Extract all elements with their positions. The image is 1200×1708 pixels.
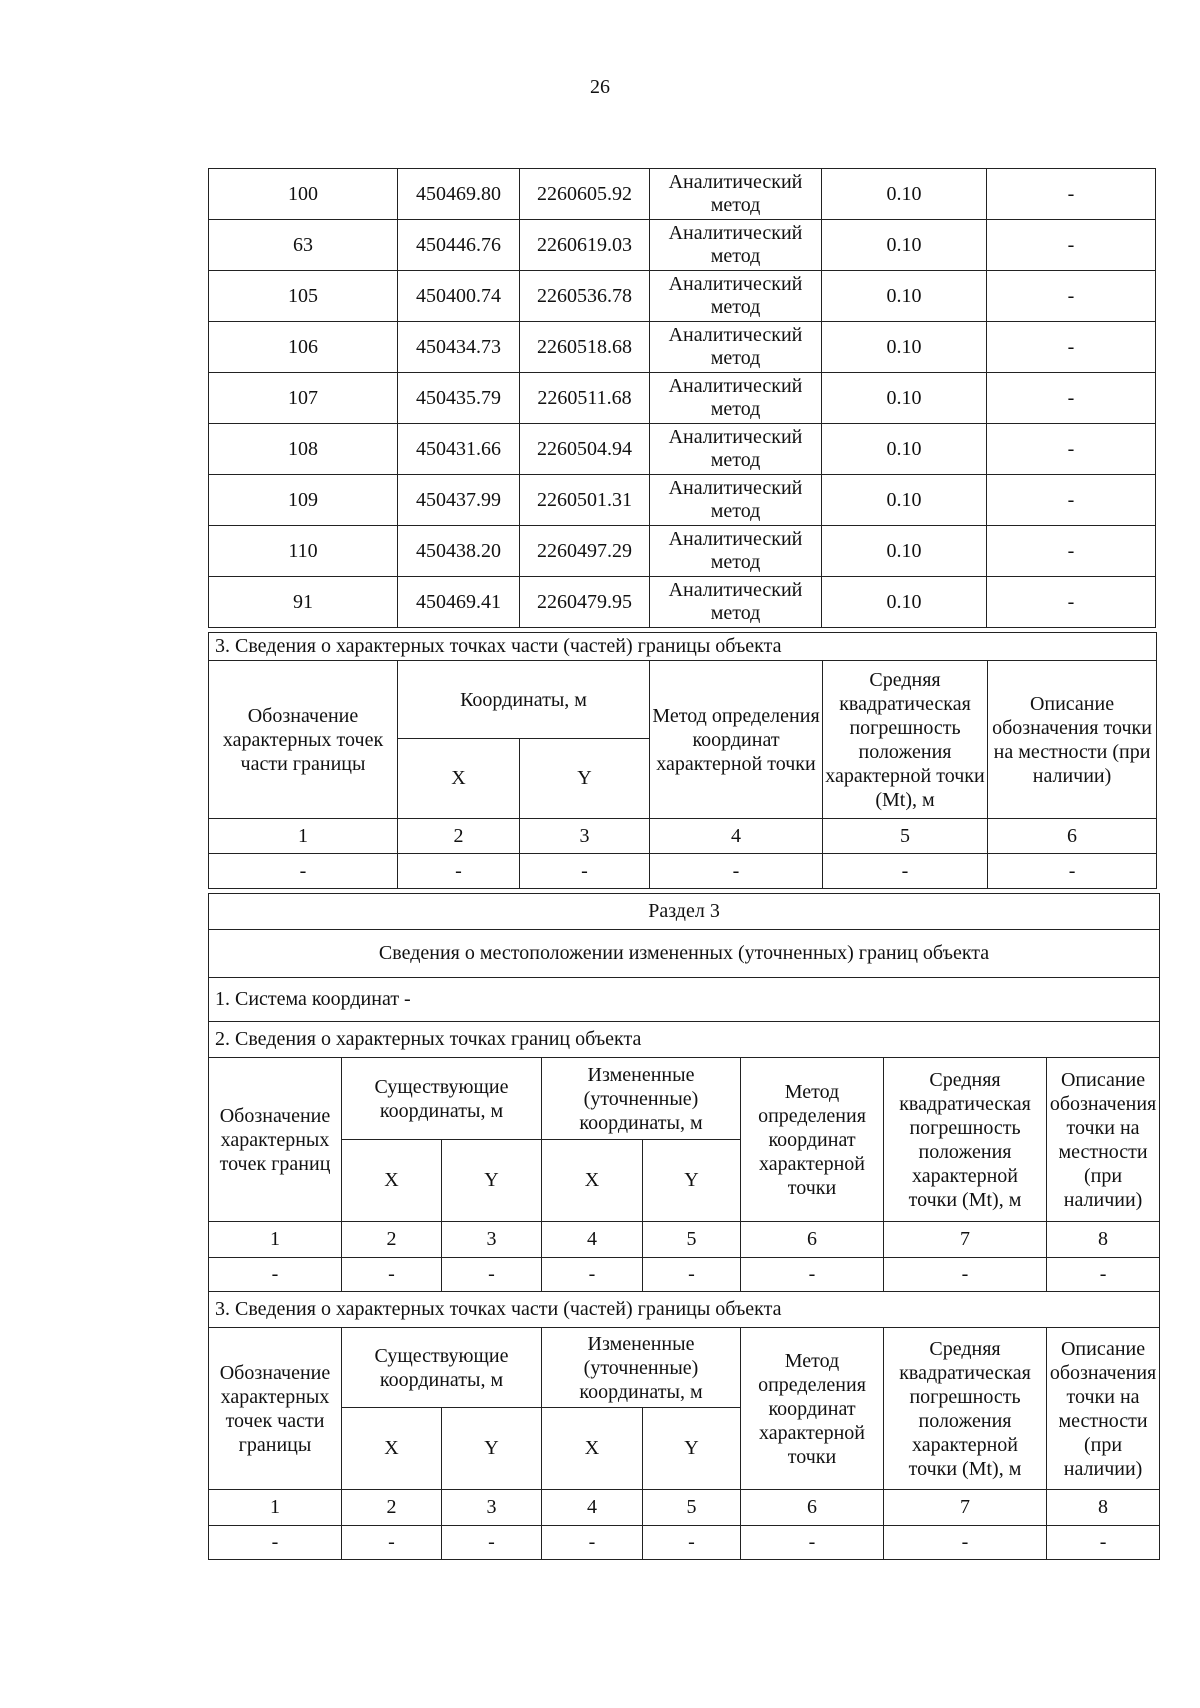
- point-id: 108: [209, 424, 398, 475]
- point-id: 110: [209, 526, 398, 577]
- empty-cell: -: [442, 1258, 542, 1292]
- empty-cell: -: [542, 1526, 643, 1560]
- description: -: [987, 220, 1156, 271]
- column-number: 3: [442, 1490, 542, 1526]
- coord-y: 2260518.68: [520, 322, 650, 373]
- table-row: [209, 526, 1156, 577]
- header-method: Метод определения координат характерной точки: [741, 1058, 884, 1222]
- point-id: 100: [209, 169, 398, 220]
- empty-cell: -: [884, 1526, 1047, 1560]
- header-method: Метод определения координат характерной точки: [741, 1328, 884, 1490]
- method: Аналитический метод: [650, 577, 822, 628]
- description: -: [987, 526, 1156, 577]
- section-title: Сведения о местоположении измененных (уточненных) границ объекта: [209, 930, 1160, 978]
- point-id: 91: [209, 577, 398, 628]
- header-y-changed: Y: [643, 1408, 741, 1490]
- header-x-changed: X: [542, 1408, 643, 1490]
- column-number: 4: [542, 1490, 643, 1526]
- empty-cell: -: [1047, 1526, 1160, 1560]
- column-number: 8: [1047, 1490, 1160, 1526]
- section-title: 3. Сведения о характерных точках части (частей) границы объекта: [209, 633, 1157, 661]
- coord-y: 2260619.03: [520, 220, 650, 271]
- mt-value: 0.10: [822, 424, 987, 475]
- header-mt: Средняя квадратическая погрешность положения характерной точки (Mt), м: [823, 661, 988, 819]
- mt-value: 0.10: [822, 220, 987, 271]
- method: Аналитический метод: [650, 373, 822, 424]
- coord-y: 2260501.31: [520, 475, 650, 526]
- table-row: [209, 271, 1156, 322]
- column-number: 7: [884, 1490, 1047, 1526]
- coord-x: 450435.79: [398, 373, 520, 424]
- points-table: [208, 168, 1156, 628]
- header-designation: Обозначение характерных точек части границы: [209, 661, 398, 819]
- empty-cell: -: [542, 1258, 643, 1292]
- column-number: 6: [741, 1222, 884, 1258]
- mt-value: 0.10: [822, 526, 987, 577]
- method: Аналитический метод: [650, 424, 822, 475]
- table-row: [209, 373, 1156, 424]
- part2-title: 2. Сведения о характерных точках границ объекта: [209, 1022, 1160, 1058]
- mt-value: 0.10: [822, 577, 987, 628]
- coord-x: 450438.20: [398, 526, 520, 577]
- header-y-existing: Y: [442, 1140, 542, 1222]
- column-number: 3: [520, 819, 650, 854]
- mt-value: 0.10: [822, 322, 987, 373]
- method: Аналитический метод: [650, 526, 822, 577]
- column-number: 1: [209, 1490, 342, 1526]
- description: -: [987, 169, 1156, 220]
- header-y-changed: Y: [643, 1140, 741, 1222]
- header-mt: Средняя квадратическая погрешность положения характерной точки (Mt), м: [884, 1058, 1047, 1222]
- empty-cell: -: [884, 1258, 1047, 1292]
- coord-x: 450400.74: [398, 271, 520, 322]
- empty-cell: -: [342, 1258, 442, 1292]
- empty-cell: -: [643, 1258, 741, 1292]
- description: -: [987, 322, 1156, 373]
- column-number: 5: [643, 1222, 741, 1258]
- header-x-existing: X: [342, 1408, 442, 1490]
- header-method: Метод определения координат характерной точки: [650, 661, 823, 819]
- section-heading: Раздел 3: [209, 894, 1160, 930]
- table-row: [209, 424, 1156, 475]
- coord-y: 2260504.94: [520, 424, 650, 475]
- coord-x: 450446.76: [398, 220, 520, 271]
- point-id: 105: [209, 271, 398, 322]
- empty-cell: -: [442, 1526, 542, 1560]
- empty-cell: -: [520, 854, 650, 889]
- coord-system: 1. Система координат -: [209, 978, 1160, 1022]
- header-x-existing: X: [342, 1140, 442, 1222]
- empty-cell: -: [209, 1258, 342, 1292]
- coord-x: 450437.99: [398, 475, 520, 526]
- description: -: [987, 271, 1156, 322]
- empty-cell: -: [209, 854, 398, 889]
- description: -: [987, 475, 1156, 526]
- coord-x: 450469.41: [398, 577, 520, 628]
- part-points-table: [208, 632, 1157, 889]
- method: Аналитический метод: [650, 322, 822, 373]
- section-3-table: [208, 893, 1160, 1560]
- point-id: 106: [209, 322, 398, 373]
- column-number: 4: [650, 819, 823, 854]
- table-row: [209, 577, 1156, 628]
- description: -: [987, 577, 1156, 628]
- table-row: [209, 169, 1156, 220]
- point-id: 63: [209, 220, 398, 271]
- header-changed: Измененные (уточненные) координаты, м: [542, 1058, 741, 1140]
- column-number: 1: [209, 819, 398, 854]
- coord-y: 2260536.78: [520, 271, 650, 322]
- empty-cell: -: [741, 1258, 884, 1292]
- column-number: 5: [823, 819, 988, 854]
- coord-y: 2260511.68: [520, 373, 650, 424]
- header-existing: Существующие координаты, м: [342, 1328, 542, 1408]
- description: -: [987, 424, 1156, 475]
- empty-cell: -: [823, 854, 988, 889]
- header-designation: Обозначение характерных точек границ: [209, 1058, 342, 1222]
- column-number: 6: [741, 1490, 884, 1526]
- point-id: 107: [209, 373, 398, 424]
- empty-cell: -: [1047, 1258, 1160, 1292]
- method: Аналитический метод: [650, 271, 822, 322]
- header-y: Y: [520, 739, 650, 819]
- empty-cell: -: [741, 1526, 884, 1560]
- header-mt: Средняя квадратическая погрешность положения характерной точки (Mt), м: [884, 1328, 1047, 1490]
- header-desc: Описание обозначения точки на местности (при наличии): [1047, 1058, 1160, 1222]
- column-number: 1: [209, 1222, 342, 1258]
- point-id: 109: [209, 475, 398, 526]
- method: Аналитический метод: [650, 220, 822, 271]
- header-desc: Описание обозначения точки на местности (при наличии): [1047, 1328, 1160, 1490]
- mt-value: 0.10: [822, 475, 987, 526]
- header-existing: Существующие координаты, м: [342, 1058, 542, 1140]
- column-number: 7: [884, 1222, 1047, 1258]
- header-y-existing: Y: [442, 1408, 542, 1490]
- column-number: 2: [398, 819, 520, 854]
- column-number: 2: [342, 1490, 442, 1526]
- description: -: [987, 373, 1156, 424]
- column-number: 2: [342, 1222, 442, 1258]
- empty-cell: -: [643, 1526, 741, 1560]
- coord-y: 2260497.29: [520, 526, 650, 577]
- empty-cell: -: [342, 1526, 442, 1560]
- coord-x: 450431.66: [398, 424, 520, 475]
- table-row: [209, 475, 1156, 526]
- mt-value: 0.10: [822, 373, 987, 424]
- coord-y: 2260605.92: [520, 169, 650, 220]
- header-desc: Описание обозначения точки на местности (при наличии): [988, 661, 1157, 819]
- column-number: 3: [442, 1222, 542, 1258]
- header-designation: Обозначение характерных точек части границы: [209, 1328, 342, 1490]
- mt-value: 0.10: [822, 271, 987, 322]
- empty-cell: -: [398, 854, 520, 889]
- coord-x: 450469.80: [398, 169, 520, 220]
- column-number: 8: [1047, 1222, 1160, 1258]
- header-changed: Измененные (уточненные) координаты, м: [542, 1328, 741, 1408]
- header-x: X: [398, 739, 520, 819]
- part3-title: 3. Сведения о характерных точках части (частей) границы объекта: [209, 1292, 1160, 1328]
- mt-value: 0.10: [822, 169, 987, 220]
- table-row: [209, 322, 1156, 373]
- table-row: [209, 220, 1156, 271]
- empty-cell: -: [650, 854, 823, 889]
- coord-y: 2260479.95: [520, 577, 650, 628]
- header-coords: Координаты, м: [398, 661, 650, 739]
- column-number: 6: [988, 819, 1157, 854]
- column-number: 4: [542, 1222, 643, 1258]
- method: Аналитический метод: [650, 169, 822, 220]
- column-number: 5: [643, 1490, 741, 1526]
- empty-cell: -: [209, 1526, 342, 1560]
- method: Аналитический метод: [650, 475, 822, 526]
- page-number: 26: [590, 76, 610, 98]
- header-x-changed: X: [542, 1140, 643, 1222]
- empty-cell: -: [988, 854, 1157, 889]
- coord-x: 450434.73: [398, 322, 520, 373]
